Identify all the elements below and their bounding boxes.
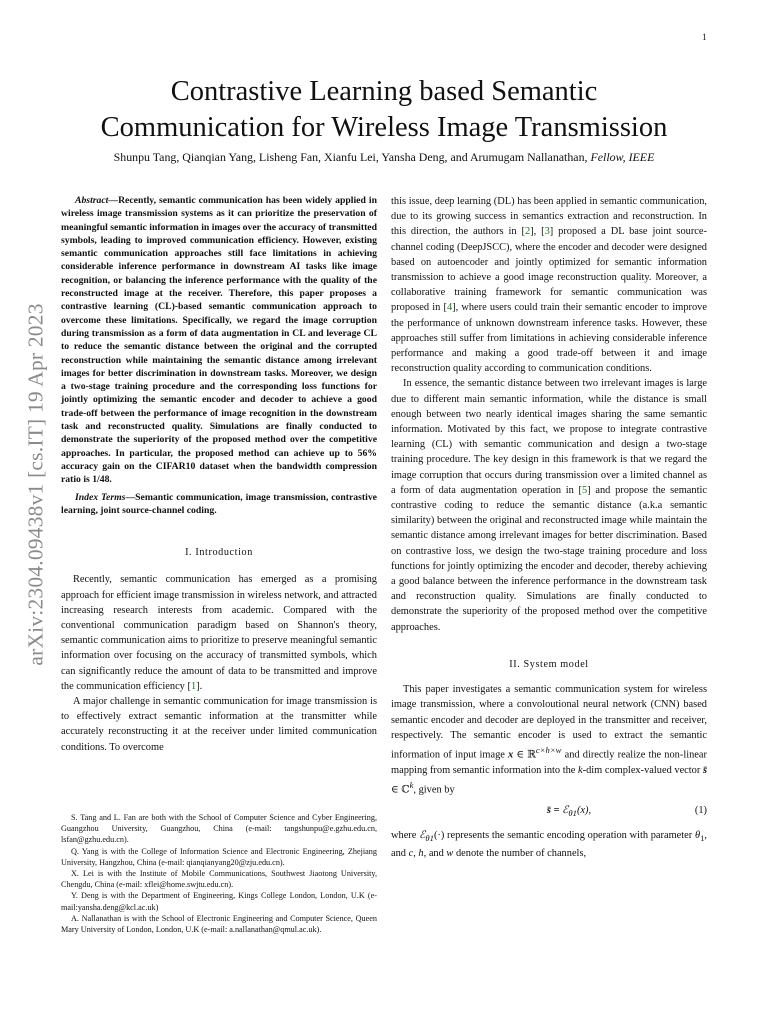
index-terms bbox=[61, 491, 377, 518]
rp2-b: ] and propose the semantic contrastive coding to reduce the semantic distance (a.k.a semantic similarity) between the original and reconstructed image while maintain the semantic distance among irrelevant images for better discrimination. Based on contrastive loss, we design the two-stage training procedure and loss functions for jointly optimizing the encoder and decoder, thereby achieving a good balance between the inference performance in the downstream task and reconstruction quality. Simulations are finally conducted to demonstrate the superiority of the proposed method over the competitive approaches. bbox=[391, 484, 708, 633]
footnote-yang: Q. Yang is with the College of Information Science and Electronic Engineering, Zhejiang University, Hangzhou, China (e-mail: qianqianyang20@zju.edu.cn). bbox=[61, 846, 377, 867]
rp2-a: In essence, the semantic distance between two irrelevant images is large due to different main semantic information, while the distance is small enough between two nearly identical images sharing the same semantic information. Motivated by this fact, we propose to integrate contrastive learning (CL) with semantic communication and design a two-stage training procedure. The key design in this framework is that we regard the image corruption that occurs during transmission over a limited channel as a form of data augmentation operation in [ bbox=[391, 378, 707, 496]
intro-p1-text: Recently, semantic communication has emerged as a promising approach for efficient image transmission in wireless network, and attracted increasing research interests from academic. Compared with the conventional communication paradigm based on Shannon's theory, semantic communication aims to prioritize to preserve meaningful semantic information over focusing on the accuracy of transmitted symbols, which can significantly reduce the amount of data to be transmitted and improve the communication efficiency [ bbox=[61, 574, 377, 692]
equation-1 bbox=[391, 803, 707, 821]
equation-expression bbox=[391, 803, 687, 821]
eq-sub: θ1 bbox=[568, 808, 577, 819]
sp1-b: and directly realize the non-linear mapping from semantic information into the bbox=[391, 749, 707, 776]
arxiv-id: arXiv:2304.09438v1 [cs.IT] 19 Apr 2023 bbox=[23, 302, 48, 666]
math-vars: c, h, bbox=[408, 848, 427, 860]
math-encoder: ℰ bbox=[419, 829, 426, 841]
rp1-b: ], [ bbox=[530, 226, 545, 238]
math-w: w bbox=[446, 848, 454, 860]
left-column bbox=[61, 194, 377, 755]
eq-lhs: s̄ = bbox=[546, 805, 563, 817]
citation-link-1[interactable]: 1 bbox=[190, 680, 197, 692]
footnote-nallanathan: A. Nallanathan is with the School of Electronic Engineering and Computer Science, Queen Mary University of London, London, U.K (e-mail: a.nallanathan@qmul.ac.uk). bbox=[61, 913, 377, 935]
math-x: x bbox=[508, 749, 514, 761]
sp2-a: where bbox=[391, 829, 420, 841]
sp1-d: , given by bbox=[413, 784, 455, 796]
right-column bbox=[391, 194, 707, 861]
sp1-a: This paper investigates a semantic communication system for wireless image transmission, where a convoloutional neural network (CNN) based semantic encoder and decoder are deployed in the transmitter and receiver, respectively. The semantic encoder is used to extract the semantic information of input image bbox=[391, 684, 707, 761]
math-encoder-sub: θ1 bbox=[425, 832, 434, 843]
system-model-paragraph-2 bbox=[391, 828, 707, 861]
paper-title bbox=[0, 74, 768, 146]
sp2-b: (·) represents the semantic encoding operation with parameter bbox=[433, 829, 695, 841]
sp2-e: denote the number of channels, bbox=[453, 848, 587, 860]
footnote-tang-fan: S. Tang and L. Fan are both with the School of Computer Science and Cyber Engineering, Guangzhou University, Guangzhou, China (e-mail: tangshunpu@e.gzhu.edu.cn, lsfan@gzhu.edu.cn). bbox=[61, 813, 377, 845]
abstract-text: —Recently, semantic communication has been widely applied in wireless image transmission systems as it can prioritize the preservation of meaningful semantic information in images over the accuracy of transmitted symbols, leading to improved communication efficiency. However, existing semantic communication approaches still face limitations in achieving considerable inference performance in downstream AI tasks like image recognition, or balancing the inference performance with the quality of the reconstructed image at the receiver. Therefore, this paper proposes a contrastive learning (CL)-based semantic communication approach to overcome these limitations. Specifically, we regard the image corruption during transmission as a form of data augmentation in CL and leverage CL to reduce the semantic distance between the original and the corrupted reconstruction while maintaining the semantic distance among irrelevant images for better discrimination in downstream tasks. Moreover, we design a two-stage training procedure and the corresponding loss functions for jointly optimizing the semantic encoder and decoder to achieve a good trade-off between the performance of image recognition in the downstream task and reconstructed quality. Simulations are finally conducted to demonstrate the superiority of the proposed method over the competitive approaches. In particular, the proposed method can achieve up to 56% accuracy gain on the CIFAR10 dataset when the bandwidth compression ratio is 1/48. bbox=[61, 195, 377, 486]
citation-link-2[interactable]: 2 bbox=[524, 226, 531, 238]
math-s-bar: s̄ bbox=[702, 764, 707, 776]
math-in-complex: ∈ ℂ bbox=[391, 784, 410, 796]
eq-arg: (x), bbox=[576, 805, 592, 817]
authors-suffix: Fellow, IEEE bbox=[590, 150, 655, 164]
citation-link-3[interactable]: 3 bbox=[544, 226, 550, 238]
section-heading-introduction: I. Introduction bbox=[185, 547, 253, 559]
author-list bbox=[0, 150, 768, 165]
index-terms-label: Index Terms bbox=[75, 491, 126, 503]
abstract-label: Abstract bbox=[75, 195, 109, 206]
intro-paragraph-2: A major challenge in semantic communication for image transmission is to effectively extract semantic information at the transmitter while accurately reconstructing it at the receiver under limited communication conditions. To overcome bbox=[61, 695, 377, 753]
title-line-1: Contrastive Learning based Semantic bbox=[170, 76, 598, 107]
arxiv-sidebar-stamp bbox=[22, 256, 50, 712]
math-dims: c×h×w bbox=[535, 744, 562, 755]
rp1-a: this issue, deep learning (DL) has been applied in semantic communication, due to its growing success in semantics extraction and reconstruction. In this direction, the authors in [ bbox=[391, 196, 707, 238]
index-terms-text: —Semantic communication, image transmission, contrastive learning, joint source-channel coding. bbox=[61, 491, 377, 516]
title-line-2: Communication for Wireless Image Transmission bbox=[100, 112, 668, 143]
sp1-c: -dim complex-valued vector bbox=[582, 764, 703, 776]
sp2-d: and bbox=[426, 848, 447, 860]
abstract bbox=[61, 194, 377, 487]
intro-paragraph-3 bbox=[391, 194, 707, 376]
intro-paragraph-4 bbox=[391, 376, 707, 634]
page-number: 1 bbox=[702, 32, 707, 42]
equation-number: (1) bbox=[694, 805, 707, 817]
rp1-d: ], where users could train their semantic encoder to improve the performance of unknown downstream inference tasks. However, these approaches still suffer from limitations in achieving considerable inference performance and making a good trade-off between it and image reconstruction quality according to communication conditions. bbox=[391, 302, 707, 375]
citation-link-5[interactable]: 5 bbox=[582, 484, 588, 496]
section-heading-system-model: II. System model bbox=[509, 658, 589, 670]
intro-paragraph-1 bbox=[61, 572, 377, 694]
math-theta: θ bbox=[694, 829, 701, 841]
authors-names: Shunpu Tang, Qianqian Yang, Lisheng Fan, Xianfu Lei, Yansha Deng, and Arumugam Nallanathan, bbox=[113, 150, 588, 164]
math-k: k bbox=[578, 764, 583, 776]
system-model-paragraph-1 bbox=[391, 682, 707, 797]
footnote-deng: Y. Deng is with the Department of Engineering, Kings College London, London, U.K (e-mail:yansha.deng@kcl.ac.uk) bbox=[61, 891, 377, 912]
eq-encoder: ℰ bbox=[562, 805, 569, 817]
sp2-c: , and bbox=[391, 829, 707, 860]
math-theta-sub: 1 bbox=[700, 832, 705, 843]
citation-link-4[interactable]: 4 bbox=[446, 302, 453, 314]
rp1-c: ] proposed a DL base joint source-channel coding (DeepJSCC), where the encoder and decoder were designed based on autoencoder and jointly optimized for semantic information transmission to achieve a good image reconstruction quality. Moreover, a collaborative training framework for semantic communication was proposed in [ bbox=[391, 226, 707, 314]
footnote-lei: X. Lei is with the Institute of Mobile Communications, Southwest Jiaotong University, Chengdu, China (e-mail: xflei@home.swjtu.edu.cn). bbox=[61, 869, 377, 890]
math-k-sup: k bbox=[409, 779, 414, 790]
intro-p1-end: ]. bbox=[196, 680, 203, 692]
author-footnotes bbox=[61, 812, 377, 935]
math-in-reals: ∈ ℝ bbox=[513, 749, 536, 761]
